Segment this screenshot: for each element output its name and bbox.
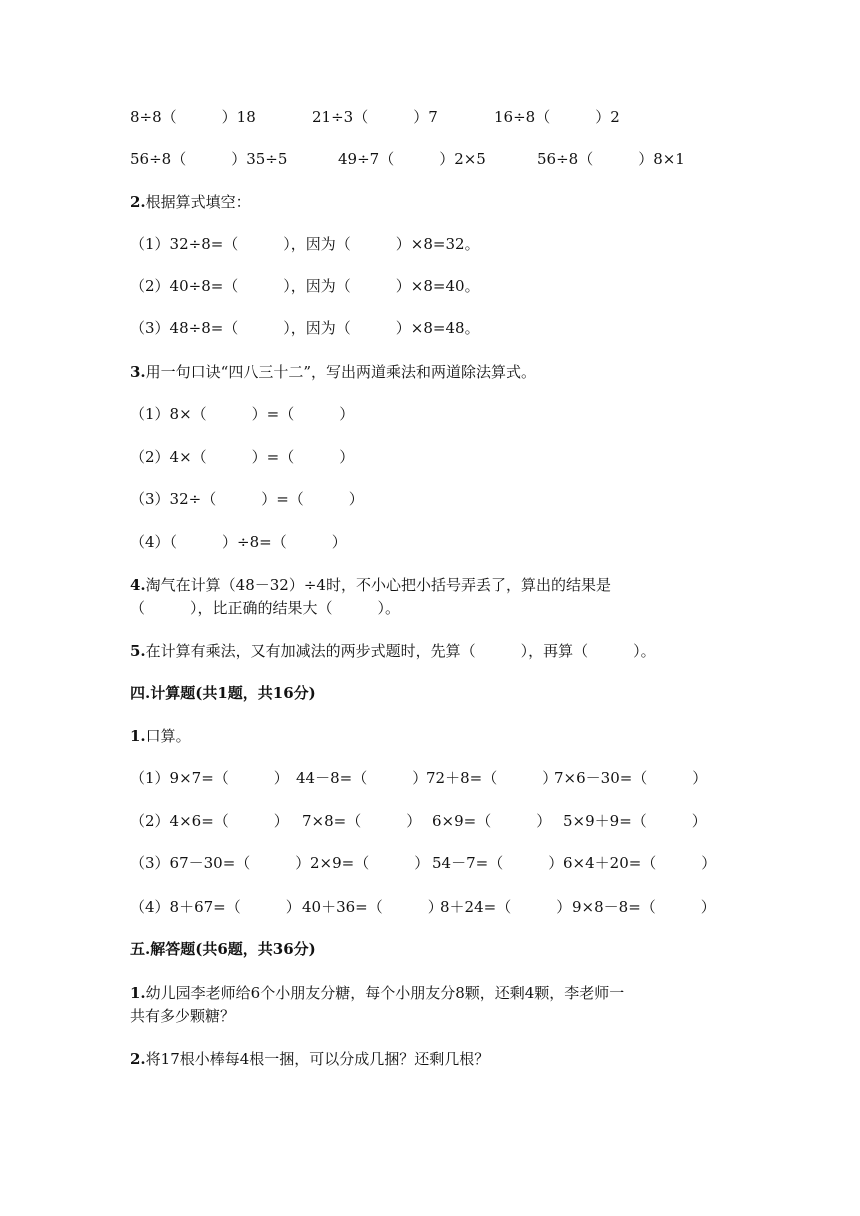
calc-item: 6×9=（ ） [432,812,552,830]
question-text: 在计算有乘法，又有加减法的两步式题时，先算（ ），再算（ ）。 [145,642,656,660]
question-4 [130,574,611,596]
question-text: 淘气在计算（48－32）÷4时，不小心把小括号弄丢了，算出的结果是 [145,576,611,594]
compare-item: 56÷8（ ）8×1 [537,150,685,168]
compare-item: 56÷8（ ）35÷5 [130,150,288,168]
calc-item: 8＋24=（ ） [440,898,572,916]
question-2-item: （3）48÷8=（ ），因为（ ）×8=48。 [130,319,480,337]
question-3-item: （2）4×（ ）=（ ） [130,448,355,466]
question-number: 4. [130,576,146,594]
section-5-question-1-line-2: 共有多少颗糖？ [130,1007,236,1025]
question-3 [130,361,536,383]
question-2 [130,191,251,213]
question-3-item: （1）8×（ ）=（ ） [130,405,355,423]
calc-item: 5×9＋9=（ ） [563,812,707,830]
question-2-item: （1）32÷8=（ ），因为（ ）×8=32。 [130,235,480,253]
section-5-question-2 [130,1048,489,1070]
question-number: 3. [130,363,146,381]
calc-item: （1）9×7=（ ） [130,769,289,787]
question-number: 5. [130,642,146,660]
section-title: 五.解答题(共6题，共36分) [130,940,316,958]
calc-item: 40＋36=（ ） [302,898,443,916]
calc-item: 9×8－8=（ ） [572,898,716,916]
question-number: 2. [130,1050,146,1068]
compare-item: 16÷8（ ）2 [494,108,620,126]
section-title: 四.计算题(共1题，共16分) [130,684,316,702]
calc-item: 7×6－30=（ ） [554,769,708,787]
question-text: 用一句口诀“四八三十二”，写出两道乘法和两道除法算式。 [145,363,537,381]
question-number: 1. [130,984,146,1002]
calc-item: 44－8=（ ） [296,769,428,787]
compare-item: 8÷8（ ）18 [130,108,256,126]
question-3-item: （3）32÷（ ）=（ ） [130,490,364,508]
question-4-line-2: （ ），比正确的结果大（ ）。 [130,599,401,617]
calc-item: 72＋8=（ ） [426,769,558,787]
question-text: 口算。 [145,727,191,745]
section-4-question-1 [130,725,191,747]
compare-item: 21÷3（ ）7 [312,108,438,126]
question-5 [130,640,656,662]
calc-item: 2×9=（ ） [310,854,430,872]
calc-item: （3）67－30=（ ） [130,854,311,872]
question-text: 根据算式填空： [145,193,251,211]
question-number: 1. [130,727,146,745]
section-5-question-1 [130,982,624,1004]
question-number: 2. [130,193,146,211]
question-text: 将17根小棒每4根一捆，可以分成几捆？还剩几根？ [145,1050,490,1068]
calc-item: 54－7=（ ） [432,854,564,872]
calc-item: 7×8=（ ） [302,812,422,830]
question-2-item: （2）40÷8=（ ），因为（ ）×8=40。 [130,277,480,295]
calc-item: （2）4×6=（ ） [130,812,289,830]
question-3-item: （4）（ ）÷8=（ ） [130,533,347,551]
compare-item: 49÷7（ ）2×5 [338,150,486,168]
calc-item: （4）8＋67=（ ） [130,898,301,916]
calc-item: 6×4＋20=（ ） [563,854,717,872]
question-text: 幼儿园李老师给6个小朋友分糖，每个小朋友分8颗，还剩4颗，李老师一 [145,984,625,1002]
